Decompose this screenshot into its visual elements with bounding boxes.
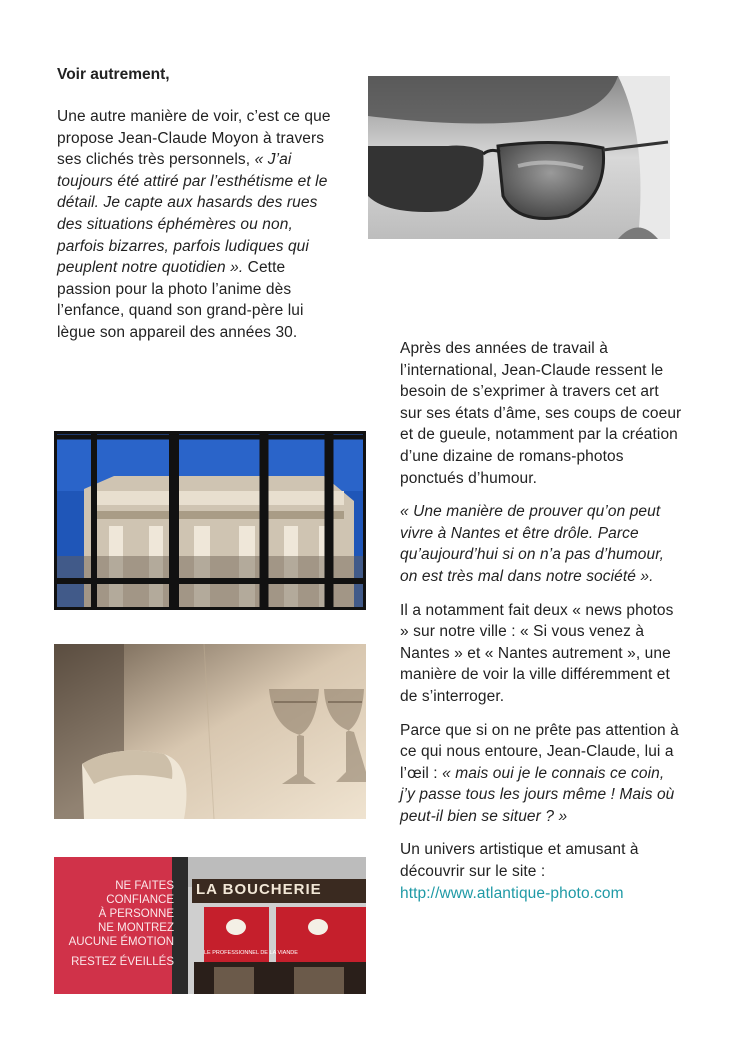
sign-line-5: RESTEZ ÉVEILLÉS bbox=[71, 956, 174, 968]
eye-quote: « mais oui je le connais ce coin, j’y passe tous les jours même ! Mais où peut-il bien se situer ? » bbox=[400, 764, 675, 825]
sign-line-1: NE FAITES CONFIANCE bbox=[106, 880, 174, 906]
right-column-text bbox=[400, 338, 682, 916]
awning-text: LE PROFESSIONNEL DE LA VIANDE bbox=[204, 950, 298, 956]
red-sign-text bbox=[62, 879, 174, 969]
intro-text-2: Cette passion pour la photo l’anime dès l’enfance, quand son grand-père lui lègue son appareil des années 30. bbox=[57, 259, 304, 341]
website-text: Un univers artistique et amusant à découvrir sur le site : bbox=[400, 841, 639, 881]
humour-quote: « Une manière de prouver qu’on peut vivre à Nantes et être drôle. Parce qu’aujourd’hui si on n’a pas d’humour, on est très mal dans notre société ». bbox=[400, 503, 665, 585]
sign-line-3: NE MONTREZ bbox=[97, 922, 174, 934]
sign-line-4: AUCUNE ÉMOTION bbox=[68, 936, 174, 948]
paragraph-eye bbox=[400, 720, 682, 828]
website-link[interactable]: http://www.atlantique-photo.com bbox=[400, 884, 624, 902]
paragraph-website bbox=[400, 839, 682, 904]
eye-text: Parce que si on ne prête pas attention à ce qui nous entoure, Jean-Claude, lui a l’œil : bbox=[400, 721, 679, 782]
portrait-photo bbox=[368, 76, 670, 239]
shop-sign: LA BOUCHERIE bbox=[196, 881, 322, 898]
paragraph-career: Après des années de travail à l’international, Jean-Claude ressent le besoin de s’exprimer à travers cet art sur ses états d’âme, ses coups de coeur et de gueule, notamment par la création d’une dizaine de romans-photos ponctués d’humour. bbox=[400, 340, 682, 487]
paragraph-news-photos: Il a notamment fait deux « news photos » sur notre ville : « Si vous venez à Nantes » et « Nantes autrement », une manière de voir la ville différemment et de s’interroger. bbox=[400, 601, 674, 705]
sign-line-2: À PERSONNE bbox=[98, 908, 174, 920]
wine-glass-shadow-photo bbox=[54, 644, 366, 819]
paragraph-quote bbox=[400, 501, 682, 587]
intro-paragraph bbox=[57, 106, 332, 344]
intro-text-1: Une autre manière de voir, c’est ce que propose Jean-Claude Moyon à travers ses clichés très personnels, bbox=[57, 108, 331, 169]
boucherie-photo bbox=[54, 857, 366, 994]
building-reflection-photo bbox=[54, 431, 366, 610]
article-title: Voir autrement, bbox=[57, 66, 170, 83]
intro-quote: « J’ai toujours été attiré par l’esthétisme et le détail. Je capte aux hasards des rues des situations éphémères ou non, parfois bizarres, parfois ludiques qui peuplent notre quotidien ». bbox=[57, 151, 328, 277]
